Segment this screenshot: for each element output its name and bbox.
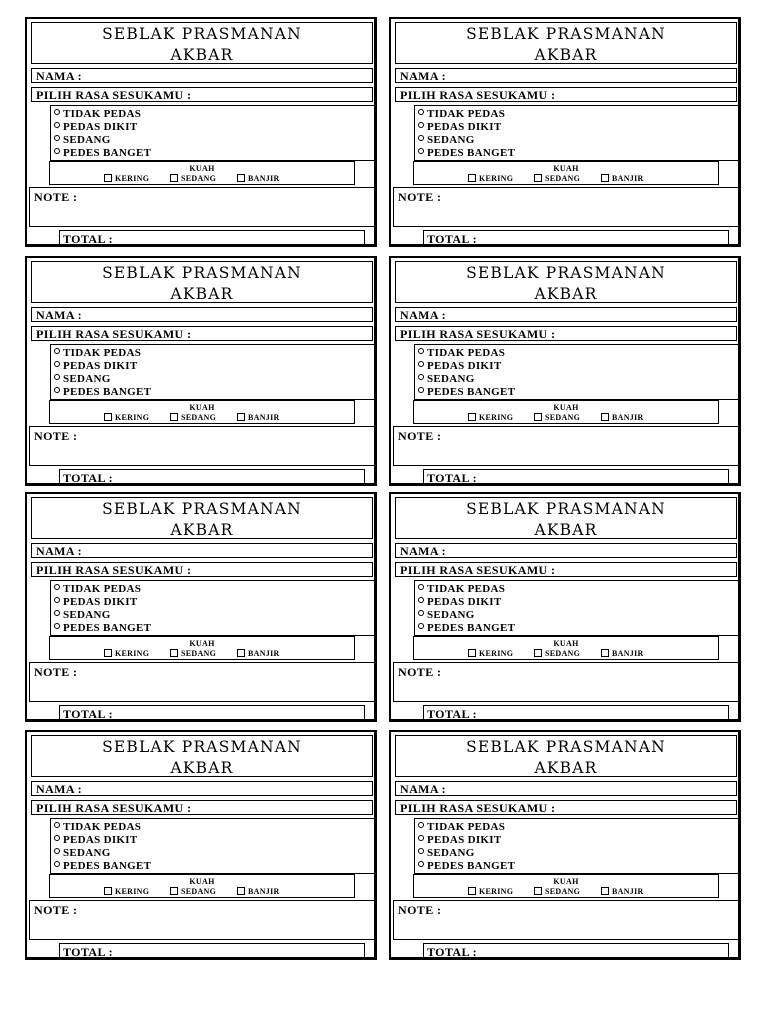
flavor-header (31, 800, 373, 815)
spice-option-label: PEDES BANGET (427, 147, 516, 159)
spice-option-label: PEDAS DIKIT (427, 360, 502, 372)
checkbox-icon[interactable] (104, 887, 112, 895)
spice-option-tidak-pedas[interactable] (54, 821, 141, 833)
order-slip-card (25, 492, 377, 722)
order-slip-card (25, 256, 377, 486)
name-label: NAMA : (36, 308, 83, 322)
broth-options (49, 636, 355, 660)
note-label: NOTE : (398, 190, 442, 204)
title-box (395, 497, 737, 539)
shop-name-line-1: SEBLAK PRASMANAN (102, 25, 302, 43)
shop-name-line-2: AKBAR (170, 521, 234, 539)
broth-option-kering[interactable] (104, 413, 149, 422)
shop-name-line-2: AKBAR (534, 521, 598, 539)
spice-option-label: SEDANG (427, 134, 475, 146)
order-slip-card (389, 492, 741, 722)
name-field[interactable] (395, 543, 737, 558)
spice-option-label: TIDAK PEDAS (63, 347, 142, 359)
flavor-label: PILIH RASA SESUKAMU : (36, 88, 192, 102)
radio-circle-icon[interactable] (54, 109, 60, 115)
spice-option-label: TIDAK PEDAS (427, 583, 506, 595)
spice-option-pedes-banget[interactable] (418, 622, 515, 634)
radio-circle-icon[interactable] (418, 623, 424, 629)
spice-option-label: PEDAS DIKIT (427, 834, 502, 846)
broth-label: KUAH (553, 164, 579, 173)
total-label: TOTAL : (427, 471, 478, 485)
name-field[interactable] (31, 543, 373, 558)
shop-name-line-2: AKBAR (170, 759, 234, 777)
title-box (31, 735, 373, 777)
note-field[interactable] (29, 900, 375, 940)
checkbox-icon[interactable] (534, 887, 542, 895)
radio-circle-icon[interactable] (54, 361, 60, 367)
spice-option-label: PEDAS DIKIT (63, 834, 138, 846)
broth-option-kering[interactable] (468, 413, 513, 422)
broth-options (413, 874, 719, 898)
flavor-header (395, 562, 737, 577)
title-box (31, 22, 373, 64)
spice-option-label: PEDES BANGET (427, 622, 516, 634)
total-field[interactable] (423, 705, 729, 721)
checkbox-icon[interactable] (468, 887, 476, 895)
broth-option-sedang[interactable] (170, 649, 216, 658)
radio-circle-icon[interactable] (54, 822, 60, 828)
broth-option-label: SEDANG (181, 413, 217, 422)
radio-circle-icon[interactable] (54, 848, 60, 854)
total-label: TOTAL : (427, 707, 478, 721)
title-box (395, 22, 737, 64)
spice-option-sedang[interactable] (418, 847, 475, 859)
checkbox-icon[interactable] (170, 649, 178, 657)
note-label: NOTE : (34, 665, 78, 679)
total-label: TOTAL : (63, 471, 114, 485)
spice-option-sedang[interactable] (418, 373, 475, 385)
checkbox-icon[interactable] (104, 413, 112, 421)
title-box (395, 735, 737, 777)
spice-option-label: TIDAK PEDAS (63, 583, 142, 595)
spice-option-label: PEDES BANGET (63, 386, 152, 398)
total-label: TOTAL : (427, 232, 478, 246)
radio-circle-icon[interactable] (418, 148, 424, 154)
spice-option-label: PEDES BANGET (427, 386, 516, 398)
broth-option-kering[interactable] (468, 174, 513, 183)
flavor-header (31, 87, 373, 102)
radio-circle-icon[interactable] (418, 610, 424, 616)
spice-option-label: PEDES BANGET (63, 622, 152, 634)
flavor-label: PILIH RASA SESUKAMU : (36, 801, 192, 815)
radio-circle-icon[interactable] (418, 361, 424, 367)
name-label: NAMA : (36, 544, 83, 558)
shop-name-line-1: SEBLAK PRASMANAN (102, 264, 302, 282)
checkbox-icon[interactable] (534, 413, 542, 421)
broth-option-banjir[interactable] (601, 413, 644, 422)
broth-option-label: KERING (479, 649, 514, 658)
checkbox-icon[interactable] (601, 649, 609, 657)
spice-option-label: PEDES BANGET (63, 147, 152, 159)
shop-name-line-1: SEBLAK PRASMANAN (466, 500, 666, 518)
shop-name-line-1: SEBLAK PRASMANAN (466, 738, 666, 756)
flavor-header (395, 87, 737, 102)
shop-name-line-2: AKBAR (534, 46, 598, 64)
broth-option-sedang[interactable] (170, 174, 216, 183)
broth-option-kering[interactable] (468, 887, 513, 896)
spice-options (50, 344, 375, 400)
spice-option-pedas-dikit[interactable] (54, 834, 138, 846)
broth-options (49, 161, 355, 185)
broth-option-label: SEDANG (545, 649, 581, 658)
name-label: NAMA : (400, 69, 447, 83)
spice-option-label: SEDANG (63, 609, 111, 621)
radio-circle-icon[interactable] (418, 848, 424, 854)
note-field[interactable] (29, 662, 375, 702)
broth-option-label: KERING (115, 649, 150, 658)
spice-option-label: SEDANG (427, 609, 475, 621)
note-field[interactable] (393, 662, 739, 702)
note-field[interactable] (29, 426, 375, 466)
spice-option-label: PEDAS DIKIT (427, 596, 502, 608)
flavor-label: PILIH RASA SESUKAMU : (400, 327, 556, 341)
flavor-label: PILIH RASA SESUKAMU : (36, 327, 192, 341)
title-box (31, 261, 373, 303)
spice-option-pedes-banget[interactable] (418, 147, 515, 159)
radio-circle-icon[interactable] (54, 135, 60, 141)
flavor-label: PILIH RASA SESUKAMU : (36, 563, 192, 577)
checkbox-icon[interactable] (534, 649, 542, 657)
broth-option-kering[interactable] (104, 649, 149, 658)
spice-option-tidak-pedas[interactable] (418, 583, 505, 595)
spice-option-label: PEDAS DIKIT (63, 360, 138, 372)
total-label: TOTAL : (63, 232, 114, 246)
broth-options (413, 400, 719, 424)
flavor-header (31, 326, 373, 341)
broth-option-label: SEDANG (181, 887, 217, 896)
broth-options (49, 874, 355, 898)
spice-option-label: SEDANG (63, 373, 111, 385)
spice-option-label: TIDAK PEDAS (63, 108, 142, 120)
broth-option-banjir[interactable] (601, 174, 644, 183)
broth-option-label: KERING (115, 174, 150, 183)
spice-option-tidak-pedas[interactable] (54, 583, 141, 595)
spice-option-tidak-pedas[interactable] (418, 821, 505, 833)
checkbox-icon[interactable] (237, 649, 245, 657)
spice-option-label: TIDAK PEDAS (427, 108, 506, 120)
order-slip-card (25, 17, 377, 247)
flavor-header (395, 800, 737, 815)
shop-name-line-2: AKBAR (534, 285, 598, 303)
total-field[interactable] (423, 943, 729, 959)
shop-name-line-2: AKBAR (170, 285, 234, 303)
note-label: NOTE : (34, 429, 78, 443)
broth-options (413, 636, 719, 660)
total-label: TOTAL : (427, 945, 478, 959)
broth-options (413, 161, 719, 185)
spice-option-label: PEDAS DIKIT (63, 596, 138, 608)
radio-circle-icon[interactable] (418, 374, 424, 380)
flavor-header (31, 562, 373, 577)
spice-options (414, 344, 739, 400)
spice-option-pedes-banget[interactable] (54, 860, 151, 872)
spice-options (414, 818, 739, 874)
broth-option-banjir[interactable] (601, 887, 644, 896)
broth-option-label: BANJIR (248, 174, 280, 183)
name-label: NAMA : (400, 782, 447, 796)
checkbox-icon[interactable] (468, 174, 476, 182)
shop-name-line-1: SEBLAK PRASMANAN (466, 264, 666, 282)
broth-option-label: BANJIR (612, 413, 644, 422)
broth-option-sedang[interactable] (170, 887, 216, 896)
spice-option-sedang[interactable] (418, 134, 475, 146)
radio-circle-icon[interactable] (54, 623, 60, 629)
note-label: NOTE : (398, 665, 442, 679)
name-field[interactable] (31, 307, 373, 322)
broth-option-label: KERING (479, 413, 514, 422)
note-field[interactable] (393, 900, 739, 940)
name-label: NAMA : (36, 69, 83, 83)
spice-option-pedas-dikit[interactable] (418, 834, 502, 846)
broth-option-label: BANJIR (248, 413, 280, 422)
spice-options (50, 818, 375, 874)
spice-option-label: PEDAS DIKIT (63, 121, 138, 133)
checkbox-icon[interactable] (170, 413, 178, 421)
broth-option-kering[interactable] (104, 174, 149, 183)
order-slip-card (25, 730, 377, 960)
radio-circle-icon[interactable] (418, 122, 424, 128)
shop-name-line-1: SEBLAK PRASMANAN (102, 738, 302, 756)
checkbox-icon[interactable] (534, 174, 542, 182)
spice-option-pedas-dikit[interactable] (418, 596, 502, 608)
radio-circle-icon[interactable] (418, 597, 424, 603)
note-label: NOTE : (398, 903, 442, 917)
checkbox-icon[interactable] (468, 413, 476, 421)
broth-option-label: BANJIR (612, 649, 644, 658)
name-field[interactable] (395, 781, 737, 796)
broth-option-label: SEDANG (181, 649, 217, 658)
spice-option-tidak-pedas[interactable] (54, 347, 141, 359)
spice-option-pedas-dikit[interactable] (54, 596, 138, 608)
spice-option-label: PEDES BANGET (63, 860, 152, 872)
radio-circle-icon[interactable] (54, 148, 60, 154)
broth-option-kering[interactable] (104, 887, 149, 896)
shop-name-line-2: AKBAR (534, 759, 598, 777)
broth-option-label: BANJIR (248, 649, 280, 658)
name-field[interactable] (31, 68, 373, 83)
note-label: NOTE : (398, 429, 442, 443)
broth-option-label: SEDANG (545, 413, 581, 422)
radio-circle-icon[interactable] (418, 835, 424, 841)
spice-option-pedas-dikit[interactable] (418, 121, 502, 133)
total-label: TOTAL : (63, 707, 114, 721)
checkbox-icon[interactable] (601, 413, 609, 421)
broth-option-label: BANJIR (612, 174, 644, 183)
spice-option-sedang[interactable] (54, 609, 111, 621)
spice-option-label: TIDAK PEDAS (427, 347, 506, 359)
spice-option-pedes-banget[interactable] (418, 386, 515, 398)
note-field[interactable] (393, 187, 739, 227)
flavor-label: PILIH RASA SESUKAMU : (400, 88, 556, 102)
note-field[interactable] (29, 187, 375, 227)
flavor-header (395, 326, 737, 341)
spice-option-label: PEDES BANGET (427, 860, 516, 872)
broth-label: KUAH (553, 403, 579, 412)
broth-option-banjir[interactable] (237, 649, 280, 658)
broth-label: KUAH (553, 639, 579, 648)
radio-circle-icon[interactable] (54, 584, 60, 590)
broth-option-label: KERING (479, 174, 514, 183)
spice-options (50, 580, 375, 636)
radio-circle-icon[interactable] (54, 861, 60, 867)
broth-label: KUAH (189, 164, 215, 173)
radio-circle-icon[interactable] (418, 861, 424, 867)
spice-option-label: PEDAS DIKIT (427, 121, 502, 133)
radio-circle-icon[interactable] (418, 135, 424, 141)
broth-option-banjir[interactable] (237, 887, 280, 896)
radio-circle-icon[interactable] (418, 387, 424, 393)
broth-option-label: SEDANG (545, 887, 581, 896)
spice-option-sedang[interactable] (54, 847, 111, 859)
radio-circle-icon[interactable] (54, 835, 60, 841)
broth-option-banjir[interactable] (237, 174, 280, 183)
note-label: NOTE : (34, 190, 78, 204)
spice-options (414, 105, 739, 161)
checkbox-icon[interactable] (170, 887, 178, 895)
checkbox-icon[interactable] (237, 413, 245, 421)
spice-option-label: TIDAK PEDAS (427, 821, 506, 833)
radio-circle-icon[interactable] (54, 348, 60, 354)
broth-option-label: BANJIR (248, 887, 280, 896)
broth-label: KUAH (553, 877, 579, 886)
broth-option-label: SEDANG (545, 174, 581, 183)
broth-option-label: KERING (479, 887, 514, 896)
spice-option-sedang[interactable] (54, 134, 111, 146)
broth-option-label: KERING (115, 413, 150, 422)
checkbox-icon[interactable] (601, 887, 609, 895)
radio-circle-icon[interactable] (418, 822, 424, 828)
spice-option-label: SEDANG (63, 847, 111, 859)
title-box (31, 497, 373, 539)
spice-option-label: SEDANG (427, 847, 475, 859)
radio-circle-icon[interactable] (418, 109, 424, 115)
broth-option-label: SEDANG (181, 174, 217, 183)
spice-option-pedas-dikit[interactable] (54, 360, 138, 372)
spice-option-label: SEDANG (63, 134, 111, 146)
spice-option-label: TIDAK PEDAS (63, 821, 142, 833)
spice-option-sedang[interactable] (418, 609, 475, 621)
checkbox-icon[interactable] (104, 649, 112, 657)
flavor-label: PILIH RASA SESUKAMU : (400, 801, 556, 815)
broth-option-label: KERING (115, 887, 150, 896)
checkbox-icon[interactable] (601, 174, 609, 182)
spice-option-tidak-pedas[interactable] (418, 347, 505, 359)
radio-circle-icon[interactable] (54, 597, 60, 603)
broth-option-banjir[interactable] (601, 649, 644, 658)
shop-name-line-1: SEBLAK PRASMANAN (102, 500, 302, 518)
radio-circle-icon[interactable] (54, 374, 60, 380)
spice-option-pedas-dikit[interactable] (54, 121, 138, 133)
broth-option-sedang[interactable] (170, 413, 216, 422)
broth-option-label: BANJIR (612, 887, 644, 896)
spice-option-pedas-dikit[interactable] (418, 360, 502, 372)
spice-option-sedang[interactable] (54, 373, 111, 385)
total-field[interactable] (59, 943, 365, 959)
name-field[interactable] (31, 781, 373, 796)
total-field[interactable] (423, 469, 729, 485)
checkbox-icon[interactable] (170, 174, 178, 182)
name-field[interactable] (395, 68, 737, 83)
total-field[interactable] (423, 230, 729, 246)
order-slip-card (389, 256, 741, 486)
broth-label: KUAH (189, 877, 215, 886)
broth-option-sedang[interactable] (534, 413, 580, 422)
order-slip-card (389, 730, 741, 960)
spice-option-pedes-banget[interactable] (54, 622, 151, 634)
flavor-label: PILIH RASA SESUKAMU : (400, 563, 556, 577)
radio-circle-icon[interactable] (418, 348, 424, 354)
broth-options (49, 400, 355, 424)
name-label: NAMA : (400, 544, 447, 558)
broth-option-sedang[interactable] (534, 174, 580, 183)
checkbox-icon[interactable] (237, 887, 245, 895)
shop-name-line-2: AKBAR (170, 46, 234, 64)
name-label: NAMA : (36, 782, 83, 796)
broth-option-kering[interactable] (468, 649, 513, 658)
broth-option-banjir[interactable] (237, 413, 280, 422)
name-field[interactable] (395, 307, 737, 322)
title-box (395, 261, 737, 303)
spice-option-pedes-banget[interactable] (418, 860, 515, 872)
radio-circle-icon[interactable] (54, 610, 60, 616)
broth-option-sedang[interactable] (534, 887, 580, 896)
total-field[interactable] (59, 469, 365, 485)
radio-circle-icon[interactable] (54, 387, 60, 393)
checkbox-icon[interactable] (237, 174, 245, 182)
broth-label: KUAH (189, 403, 215, 412)
total-label: TOTAL : (63, 945, 114, 959)
checkbox-icon[interactable] (104, 174, 112, 182)
spice-option-pedes-banget[interactable] (54, 386, 151, 398)
note-label: NOTE : (34, 903, 78, 917)
shop-name-line-1: SEBLAK PRASMANAN (466, 25, 666, 43)
order-slip-card (389, 17, 741, 247)
spice-option-label: SEDANG (427, 373, 475, 385)
radio-circle-icon[interactable] (54, 122, 60, 128)
broth-option-sedang[interactable] (534, 649, 580, 658)
spice-option-pedes-banget[interactable] (54, 147, 151, 159)
radio-circle-icon[interactable] (418, 584, 424, 590)
spice-option-tidak-pedas[interactable] (54, 108, 141, 120)
spice-options (50, 105, 375, 161)
total-field[interactable] (59, 230, 365, 246)
broth-label: KUAH (189, 639, 215, 648)
checkbox-icon[interactable] (468, 649, 476, 657)
spice-options (414, 580, 739, 636)
name-label: NAMA : (400, 308, 447, 322)
spice-option-tidak-pedas[interactable] (418, 108, 505, 120)
total-field[interactable] (59, 705, 365, 721)
note-field[interactable] (393, 426, 739, 466)
